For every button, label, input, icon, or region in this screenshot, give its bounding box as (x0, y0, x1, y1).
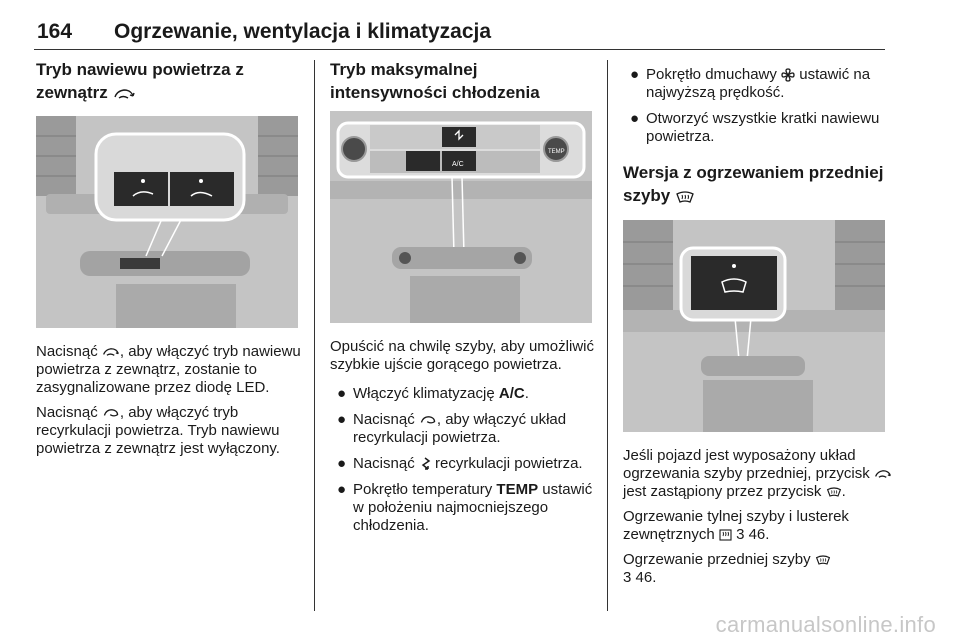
rear-window-heating-icon (719, 529, 732, 541)
column-divider (314, 60, 315, 611)
climate-control-panel-photo (330, 111, 592, 323)
section-heading: Tryb maksymalnej intensywności chłodzenia (330, 60, 540, 102)
paragraph: Opuścić na chwilę szyby, aby umożliwić szybkie ujście gorącego powietrza. (330, 338, 594, 373)
list-item: ● Nacisnąć , aby włączyć układ recyrkulacji powietrza. (337, 411, 567, 446)
list-item: ● Pokrętło temperatury TEMP ustawić w położeniu najmocniejszego chłodzenia. (337, 481, 593, 534)
outside-air-icon (874, 468, 892, 480)
page-header (0, 0, 960, 54)
list-item: ● Włączyć klimatyzację A/C. (337, 385, 529, 402)
svg-text:TEMP: TEMP (548, 149, 565, 155)
page-reference-icon: 3 (736, 526, 745, 543)
watermark: carmanualsonline.info (715, 612, 936, 637)
paragraph: Ogrzewanie przedniej szyby 3 46. (623, 551, 893, 587)
paragraph: Nacisnąć , aby włączyć tryb recyrkulacji powietrza. Tryb nawiewu powietrza z zewnątrz jest wyłączony. (36, 404, 280, 457)
list-item: ● Otworzyć wszystkie kratki nawiewu powietrza. (630, 110, 880, 145)
bullet-list (623, 66, 893, 146)
page-reference-icon: 3 (623, 569, 632, 586)
outside-air-icon (102, 346, 120, 358)
paragraph: Jeśli pojazd jest wyposażony układ ogrzewania szyby przedniej, przycisk jest zastąpiony przez przycisk . (623, 447, 893, 501)
climate-control-panel-photo (36, 116, 298, 328)
section-heading: Wersja z ogrzewaniem przedniej szyby (623, 163, 884, 205)
column-1 (36, 58, 301, 458)
header-rule (34, 49, 885, 50)
paragraph: Nacisnąć , aby włączyć tryb nawiewu powietrza z zewnątrz, zostanie to zasygnalizowane przez diodę LED. (36, 343, 301, 396)
list-item: ● Nacisnąć recyrkulacji powietrza. (337, 455, 583, 472)
page-number: 164 (37, 20, 73, 43)
recirculation-icon (419, 414, 437, 426)
windscreen-heating-icon (826, 486, 842, 498)
windscreen-heating-icon (815, 554, 831, 566)
fan-icon (781, 68, 795, 82)
section-heading: Tryb nawiewu powietrza z zewnątrz (36, 60, 244, 102)
list-item: ● Pokrętło dmuchawy ustawić na najwyższą prędkość. (630, 66, 871, 101)
outside-air-icon (113, 87, 135, 101)
max-cooling-icon (419, 457, 431, 471)
climate-control-panel-photo (623, 220, 885, 432)
column-divider (607, 60, 608, 611)
column-2 (330, 58, 595, 535)
paragraph: Ogrzewanie tylnej szyby i lusterek zewnętrznych 3 46. (623, 508, 849, 543)
windscreen-heating-icon (675, 190, 695, 204)
page-title: Ogrzewanie, wentylacja i klimatyzacja (114, 20, 492, 43)
column-3 (623, 58, 893, 587)
bullet-list (330, 385, 595, 535)
svg-text:A/C: A/C (452, 161, 464, 168)
recirculation-icon (102, 407, 120, 419)
